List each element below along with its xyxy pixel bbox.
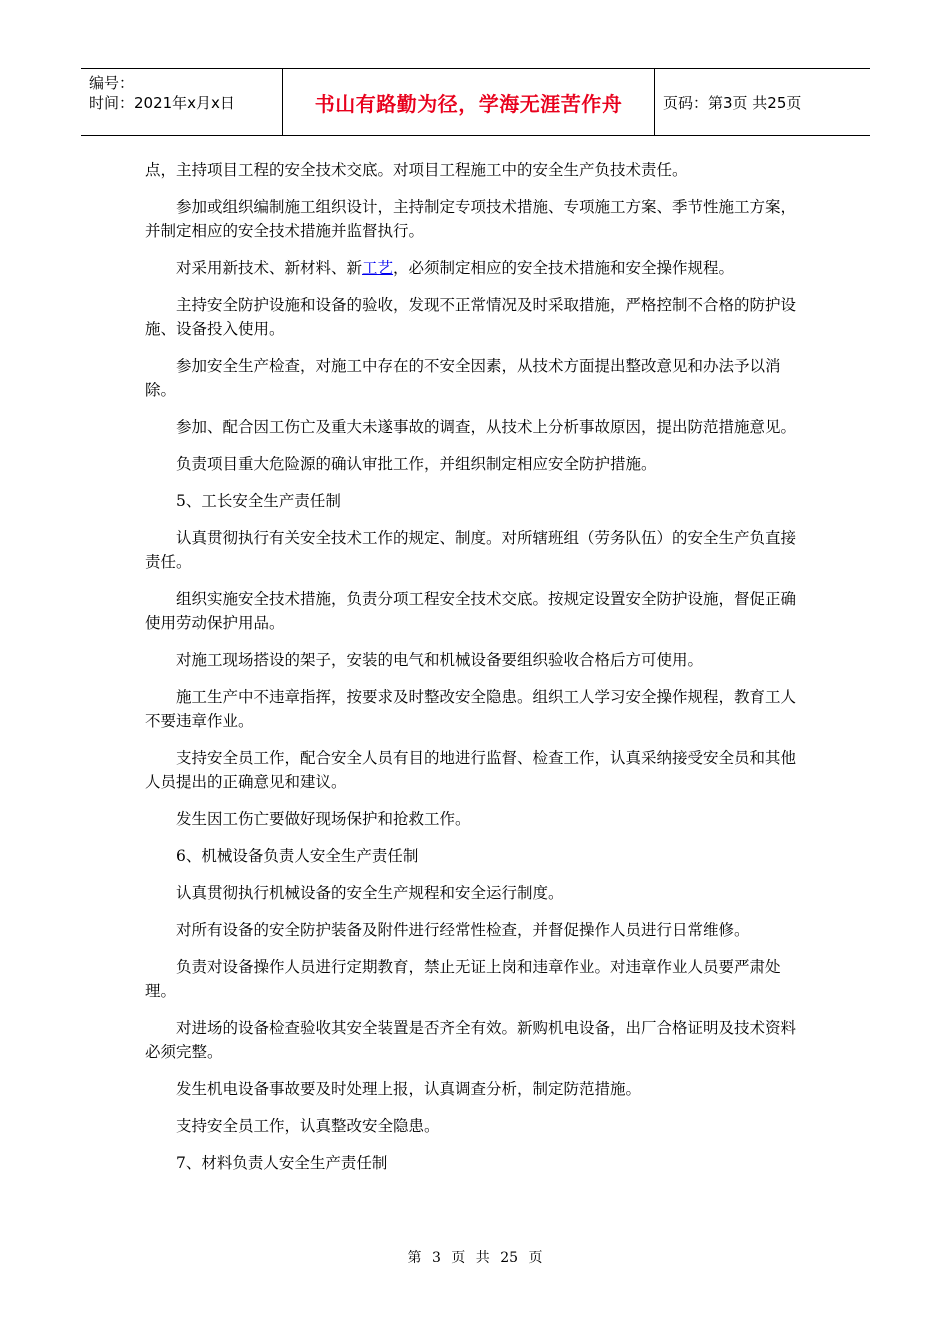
paragraph: 认真贯彻执行机械设备的安全生产规程和安全运行制度。 [176,884,564,902]
paragraph: 组织实施安全技术措施，负责分项工程安全技术交底。按规定设置安全防护设施，督促正确使用劳动保护用品。 [145,590,797,632]
paragraph: 点，主持项目工程的安全技术交底。对项目工程施工中的安全生产负技术责任。 [145,161,688,179]
paragraph-text: 对采用新技术、新材料、新 [176,259,363,277]
document-number-label: 编号： [89,74,135,92]
paragraph: 参加、配合因工伤亡及重大未遂事故的调查，从技术上分析事故原因，提出防范措施意见。 [176,418,797,436]
page-footer [0,1247,950,1267]
section-heading-7: 7、材料负责人安全生产责任制 [176,1154,388,1172]
paragraph: 对进场的设备检查验收其安全装置是否齐全有效。新购机电设备，出厂合格证明及技术资料必须完整。 [145,1019,797,1061]
craft-link[interactable]: 工艺 [362,259,394,277]
header-motto: 书山有路勤为径，学海无涯苦作舟 [283,69,655,135]
paragraph-text: ，必须制定相应的安全技术措施和安全操作规程。 [393,259,735,277]
document-date-label: 时间：2021年x月x日 [89,94,235,112]
paragraph: 支持安全员工作，认真整改安全隐患。 [176,1117,440,1135]
paragraph-with-link [145,256,810,280]
page-header [81,68,870,136]
header-page-number: 页码：第3页 共25页 [663,93,802,112]
section-heading-6: 6、机械设备负责人安全生产责任制 [176,847,419,865]
paragraph: 发生因工伤亡要做好现场保护和抢救工作。 [176,810,471,828]
paragraph: 主持安全防护设施和设备的验收，发现不正常情况及时采取措施，严格控制不合格的防护设施、设备投入使用。 [145,296,797,338]
header-meta [81,69,283,135]
document-body [145,158,810,1188]
paragraph: 对所有设备的安全防护装备及附件进行经常性检查，并督促操作人员进行日常维修。 [176,921,750,939]
section-heading-5: 5、工长安全生产责任制 [176,492,341,510]
paragraph: 发生机电设备事故要及时处理上报，认真调查分析，制定防范措施。 [176,1080,642,1098]
paragraph: 对施工现场搭设的架子，安装的电气和机械设备要组织验收合格后方可使用。 [176,651,704,669]
paragraph: 负责项目重大危险源的确认审批工作，并组织制定相应安全防护措施。 [176,455,657,473]
footer-page-number: 第 3 页 共 25 页 [407,1250,543,1266]
paragraph: 认真贯彻执行有关安全技术工作的规定、制度。对所辖班组（劳务队伍）的安全生产负直接责任。 [145,529,797,571]
paragraph: 参加或组织编制施工组织设计，主持制定专项技术措施、专项施工方案、季节性施工方案，并制定相应的安全技术措施并监督执行。 [145,198,797,240]
paragraph: 支持安全员工作，配合安全人员有目的地进行监督、检查工作，认真采纳接受安全员和其他人员提出的正确意见和建议。 [145,749,797,791]
paragraph: 施工生产中不违章指挥，按要求及时整改安全隐患。组织工人学习安全操作规程，教育工人不要违章作业。 [145,688,797,730]
paragraph: 负责对设备操作人员进行定期教育，禁止无证上岗和违章作业。对违章作业人员要严肃处理。 [145,958,781,1000]
paragraph: 参加安全生产检查，对施工中存在的不安全因素，从技术方面提出整改意见和办法予以消除。 [145,357,781,399]
